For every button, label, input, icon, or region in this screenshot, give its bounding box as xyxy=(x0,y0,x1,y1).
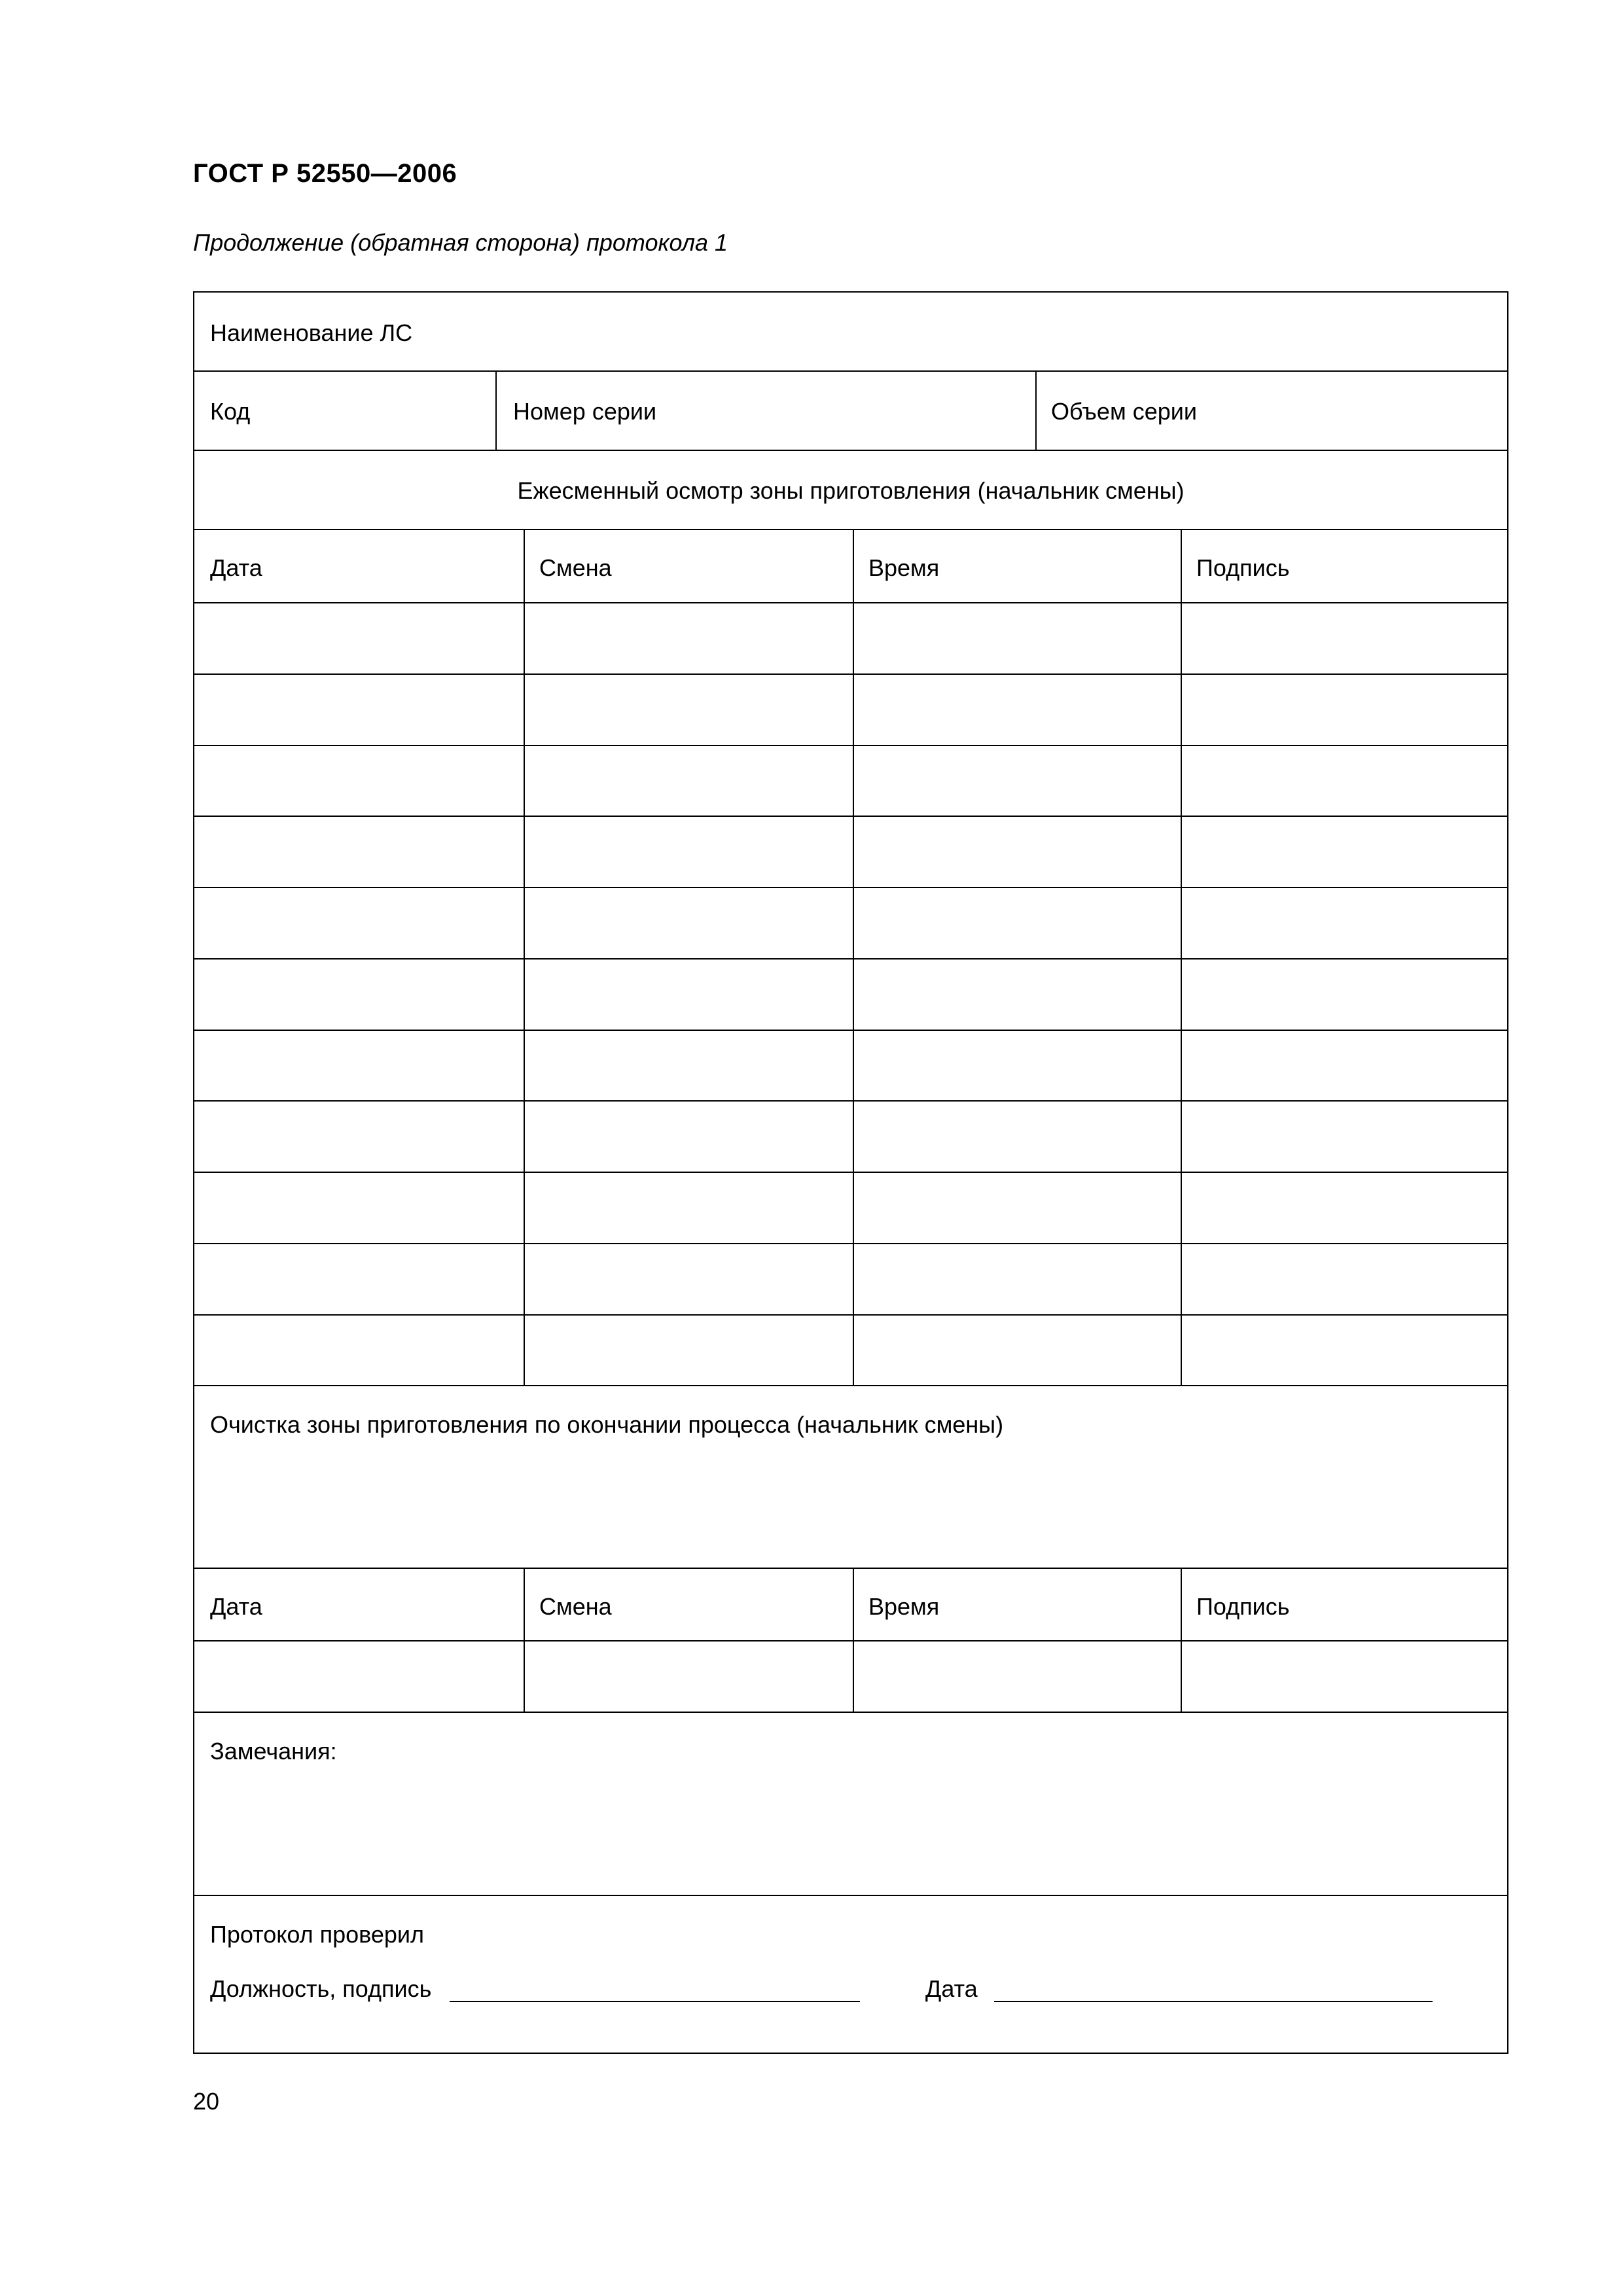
column-divider xyxy=(853,529,854,1385)
date-line xyxy=(994,2001,1433,2002)
cleaning-column-time: Время xyxy=(868,1593,940,1620)
row-divider xyxy=(194,1100,1507,1102)
document-subtitle: Продолжение (обратная сторона) протокола 1 xyxy=(193,229,728,256)
inspection-column-shift: Смена xyxy=(539,554,612,581)
row-divider xyxy=(194,958,1507,960)
row-divider xyxy=(194,1385,1507,1386)
row-divider xyxy=(194,816,1507,817)
row-divider xyxy=(194,529,1507,530)
row-divider xyxy=(194,1030,1507,1031)
series-volume-label: Объем серии xyxy=(1051,398,1197,425)
signature-line xyxy=(450,2001,860,2002)
series-number-label: Номер серии xyxy=(513,398,657,425)
row-divider xyxy=(194,887,1507,888)
inspection-column-signature: Подпись xyxy=(1196,554,1290,581)
row-divider xyxy=(194,370,1507,372)
row-divider xyxy=(194,1640,1507,1641)
product-name-label: Наименование ЛС xyxy=(210,319,413,346)
row-divider xyxy=(194,1314,1507,1316)
column-divider xyxy=(524,529,525,1385)
date-label: Дата xyxy=(925,1975,978,2002)
row-divider xyxy=(194,450,1507,451)
cleaning-column-signature: Подпись xyxy=(1196,1593,1290,1620)
cleaning-column-date: Дата xyxy=(210,1593,262,1620)
row-divider xyxy=(194,745,1507,746)
position-signature-label: Должность, подпись xyxy=(210,1975,432,2002)
inspection-column-date: Дата xyxy=(210,554,262,581)
column-divider xyxy=(1181,529,1182,1385)
row-divider xyxy=(194,673,1507,675)
row-divider xyxy=(194,1712,1507,1713)
inspection-heading: Ежесменный осмотр зоны приготовления (начальник смены) xyxy=(517,477,1185,504)
inspection-column-time: Время xyxy=(868,554,940,581)
code-label: Код xyxy=(210,398,251,425)
column-divider xyxy=(495,370,497,450)
remarks-label: Замечания: xyxy=(210,1738,337,1765)
cleaning-heading: Очистка зоны приготовления по окончании процесса (начальник смены) xyxy=(210,1411,1004,1438)
document-standard-title: ГОСТ Р 52550—2006 xyxy=(193,159,457,188)
page-number: 20 xyxy=(193,2088,220,2115)
column-divider xyxy=(1035,370,1037,450)
column-divider xyxy=(853,1568,854,1712)
cleaning-column-shift: Смена xyxy=(539,1593,612,1620)
row-divider xyxy=(194,602,1507,603)
checked-by-label: Протокол проверил xyxy=(210,1921,425,1948)
row-divider xyxy=(194,1243,1507,1244)
protocol-form xyxy=(193,291,1508,2054)
row-divider xyxy=(194,1172,1507,1173)
row-divider xyxy=(194,1895,1507,1896)
column-divider xyxy=(1181,1568,1182,1712)
row-divider xyxy=(194,1568,1507,1569)
column-divider xyxy=(524,1568,525,1712)
